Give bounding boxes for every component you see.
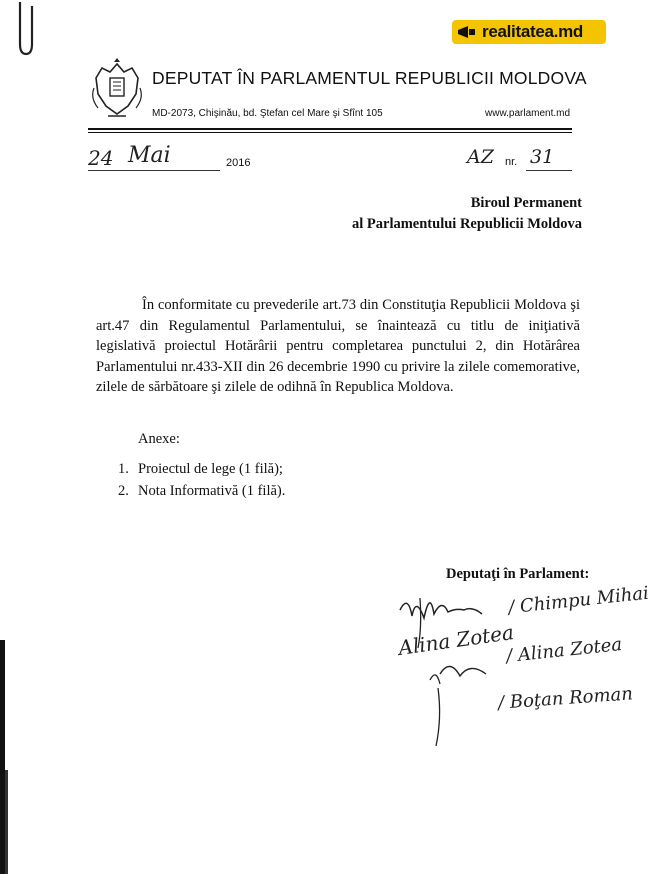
recipient-line-2: al Parlamentului Republicii Moldova: [352, 216, 582, 232]
realitatea-logo: [452, 20, 606, 44]
signature-name-3: / Boţan Roman: [497, 683, 634, 714]
megaphone-icon: [456, 24, 478, 40]
recipient-line-1: Biroul Permanent: [470, 195, 582, 211]
header-rule-thin: [88, 132, 572, 133]
annex-list: [118, 458, 285, 502]
list-item: 2. Nota Informativă (1 filă).: [118, 483, 286, 499]
annex-title: Anexe:: [138, 431, 180, 447]
date-year: 2016: [226, 157, 251, 169]
date-underline: [88, 170, 220, 171]
body-paragraph: În conformitate cu prevederile art.73 din Constituţia Republicii Moldova şi art.47 din Regulamentul Parlamentului, se înaintează cu titlu de iniţiativă legislativă proiectul Hotărârii pentru completarea punctului 2, din Hotărârea Parlamentului nr.433-XII din 26 decembrie 1990 cu privire la zilele comemorative, zilele de sărbătoare şi zilele de odihnă în Republica Moldova.: [96, 297, 580, 395]
moldova-coat-of-arms-icon: [88, 58, 146, 120]
list-item: 1. Proiectul de lege (1 filă);: [118, 461, 283, 477]
signature-name-1: / Chimpu Mihai: [507, 582, 650, 619]
logo-text: realitatea.md: [482, 22, 583, 41]
paper-clip-icon: [8, 0, 38, 58]
reference-code: AZ: [467, 146, 494, 168]
header-website: www.parlament.md: [485, 108, 571, 119]
signature-name-2: / Alina Zotea: [505, 633, 624, 668]
handwritten-signatures-icon: [390, 588, 500, 750]
reference-number: 31: [530, 146, 555, 168]
signatures-title: Deputaţi în Parlament:: [446, 566, 590, 582]
header-address: MD-2073, Chişinău, bd. Ştefan cel Mare şi Sfînt 105: [152, 108, 383, 119]
date-month: Mai: [128, 143, 171, 168]
reference-underline: [526, 170, 572, 171]
date-day: 24: [88, 146, 114, 170]
signature-scribble: Alina Zotea: [396, 620, 516, 660]
scan-edge: [5, 770, 8, 874]
reference-nr-label: nr.: [505, 156, 518, 168]
header-rule-thick: [88, 128, 572, 130]
header-title: DEPUTAT ÎN PARLAMENTUL REPUBLICII MOLDOVA: [152, 68, 587, 88]
